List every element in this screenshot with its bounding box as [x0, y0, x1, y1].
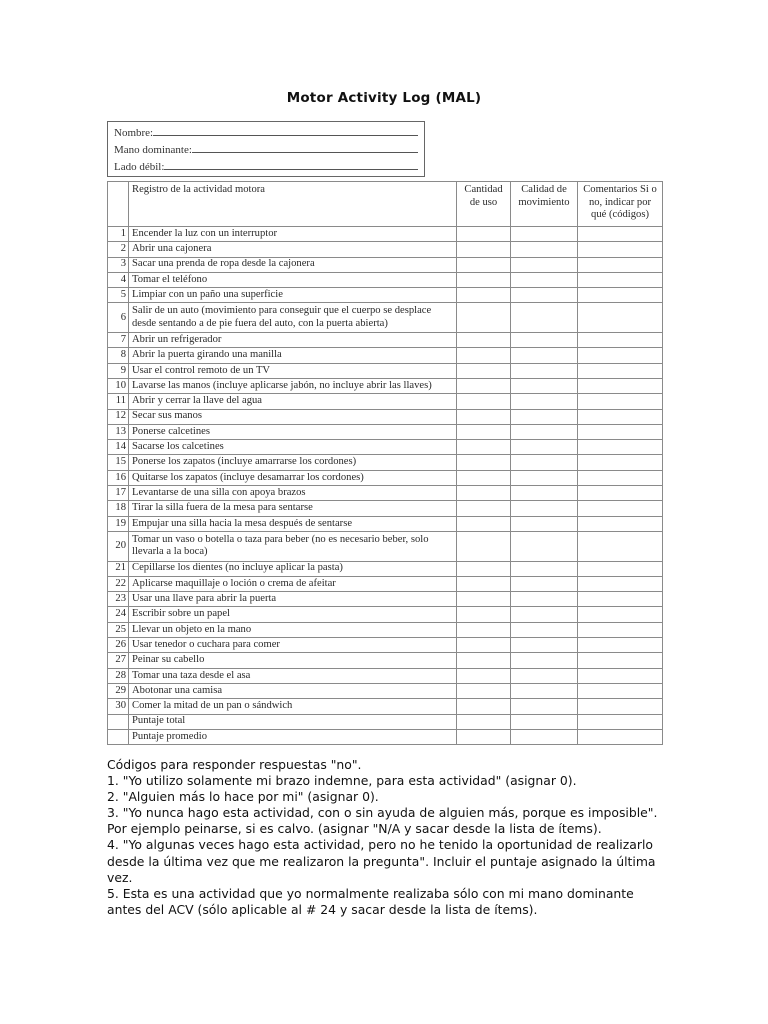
comments-cell[interactable]	[578, 470, 663, 485]
row-number: 3	[108, 257, 129, 272]
activity-label: Cepillarse los dientes (no incluye aplicar la pasta)	[129, 561, 457, 576]
amount-cell[interactable]	[457, 455, 511, 470]
header-comments: Comentarios Si o no, indicar por qué (códigos)	[578, 182, 663, 227]
activity-label: Empujar una silla hacia la mesa después de sentarse	[129, 516, 457, 531]
comments-cell[interactable]	[578, 653, 663, 668]
amount-cell[interactable]	[457, 638, 511, 653]
amount-cell[interactable]	[457, 257, 511, 272]
comments-cell[interactable]	[578, 531, 663, 561]
activity-label: Comer la mitad de un pan o sándwich	[129, 699, 457, 714]
amount-cell[interactable]	[457, 363, 511, 378]
table-row	[108, 348, 663, 363]
amount-cell[interactable]	[457, 501, 511, 516]
row-number: 26	[108, 638, 129, 653]
quality-cell[interactable]	[511, 486, 578, 501]
quality-cell[interactable]	[511, 348, 578, 363]
activity-label: Abotonar una camisa	[129, 683, 457, 698]
table-row	[108, 638, 663, 653]
activity-label: Aplicarse maquillaje o loción o crema de afeitar	[129, 576, 457, 591]
quality-cell[interactable]	[511, 531, 578, 561]
row-number: 23	[108, 592, 129, 607]
comments-cell[interactable]	[578, 607, 663, 622]
row-number	[108, 729, 129, 744]
quality-cell[interactable]	[511, 683, 578, 698]
activity-label: Quitarse los zapatos (incluye desamarrar los cordones)	[129, 470, 457, 485]
amount-cell[interactable]	[457, 227, 511, 242]
row-number: 27	[108, 653, 129, 668]
quality-cell[interactable]	[511, 424, 578, 439]
activity-label: Tomar una taza desde el asa	[129, 668, 457, 683]
quality-cell[interactable]	[511, 561, 578, 576]
activity-label: Escribir sobre un papel	[129, 607, 457, 622]
amount-cell[interactable]	[457, 531, 511, 561]
header-amount: Cantidad de uso	[457, 182, 511, 227]
activity-label: Usar tenedor o cuchara para comer	[129, 638, 457, 653]
code-item: 1. "Yo utilizo solamente mi brazo indemne, para esta actividad" (asignar 0).	[107, 773, 577, 789]
quality-cell[interactable]	[511, 272, 578, 287]
amount-cell[interactable]	[457, 348, 511, 363]
table-row	[108, 516, 663, 531]
amount-cell[interactable]	[457, 288, 511, 303]
comments-cell[interactable]	[578, 440, 663, 455]
quality-cell[interactable]	[511, 455, 578, 470]
row-number: 21	[108, 561, 129, 576]
page-title: Motor Activity Log (MAL)	[286, 90, 482, 106]
quality-cell[interactable]	[511, 638, 578, 653]
activity-label: Usar el control remoto de un TV	[129, 363, 457, 378]
table-row	[108, 576, 663, 591]
weak-side-label: Lado débil:	[114, 161, 165, 173]
table-row	[108, 440, 663, 455]
activity-label: Levantarse de una silla con apoya brazos	[129, 486, 457, 501]
comments-cell[interactable]	[578, 227, 663, 242]
comments-cell[interactable]	[578, 638, 663, 653]
table-row	[108, 607, 663, 622]
activity-label: Tomar el teléfono	[129, 272, 457, 287]
table-row	[108, 409, 663, 424]
quality-cell[interactable]	[511, 501, 578, 516]
amount-cell[interactable]	[457, 576, 511, 591]
activity-label: Limpiar con un paño una superficie	[129, 288, 457, 303]
amount-cell[interactable]	[457, 470, 511, 485]
comments-cell[interactable]	[578, 242, 663, 257]
activity-label: Peinar su cabello	[129, 653, 457, 668]
comments-cell[interactable]	[578, 333, 663, 348]
quality-cell[interactable]	[511, 607, 578, 622]
table-row	[108, 242, 663, 257]
table-row	[108, 455, 663, 470]
amount-cell[interactable]	[457, 516, 511, 531]
table-row	[108, 683, 663, 698]
table-row	[108, 714, 663, 729]
amount-cell[interactable]	[457, 668, 511, 683]
amount-cell[interactable]	[457, 561, 511, 576]
table-row	[108, 653, 663, 668]
comments-cell[interactable]	[578, 576, 663, 591]
quality-cell[interactable]	[511, 714, 578, 729]
activity-label: Abrir y cerrar la llave del agua	[129, 394, 457, 409]
table-row	[108, 699, 663, 714]
quality-cell[interactable]	[511, 378, 578, 393]
activity-label: Lavarse las manos (incluye aplicarse jabón, no incluye abrir las llaves)	[129, 378, 457, 393]
activity-label: Tirar la silla fuera de la mesa para sentarse	[129, 501, 457, 516]
row-number: 7	[108, 333, 129, 348]
quality-cell[interactable]	[511, 440, 578, 455]
comments-cell[interactable]	[578, 288, 663, 303]
row-number: 11	[108, 394, 129, 409]
quality-cell[interactable]	[511, 516, 578, 531]
activity-label: Abrir la puerta girando una manilla	[129, 348, 457, 363]
quality-cell[interactable]	[511, 576, 578, 591]
amount-cell[interactable]	[457, 607, 511, 622]
quality-cell[interactable]	[511, 363, 578, 378]
table-row	[108, 424, 663, 439]
amount-cell[interactable]	[457, 653, 511, 668]
table-row	[108, 257, 663, 272]
activity-label: Sacar una prenda de ropa desde la cajonera	[129, 257, 457, 272]
amount-cell[interactable]	[457, 424, 511, 439]
activity-label: Abrir un refrigerador	[129, 333, 457, 348]
code-item: 5. Esta es una actividad que yo normalmente realizaba sólo con mi mano dominante antes del ACV (sólo aplicable al # 24 y sacar desde la lista de ítems).	[107, 885, 634, 917]
table-row	[108, 303, 663, 333]
amount-cell[interactable]	[457, 683, 511, 698]
name-field[interactable]	[108, 122, 424, 139]
amount-cell[interactable]	[457, 272, 511, 287]
comments-cell[interactable]	[578, 409, 663, 424]
row-number: 18	[108, 501, 129, 516]
amount-cell[interactable]	[457, 303, 511, 333]
amount-cell[interactable]	[457, 714, 511, 729]
amount-cell[interactable]	[457, 486, 511, 501]
row-number: 14	[108, 440, 129, 455]
table-row	[108, 531, 663, 561]
name-label: Nombre:	[114, 127, 154, 139]
comments-cell[interactable]	[578, 303, 663, 333]
activity-label: Ponerse los zapatos (incluye amarrarse los cordones)	[129, 455, 457, 470]
row-number: 13	[108, 424, 129, 439]
comments-cell[interactable]	[578, 592, 663, 607]
row-number: 29	[108, 683, 129, 698]
table-body	[108, 227, 663, 745]
table-row	[108, 272, 663, 287]
weak-side-field[interactable]	[108, 156, 424, 173]
table-row	[108, 470, 663, 485]
quality-cell[interactable]	[511, 227, 578, 242]
code-item: 4. "Yo algunas veces hago esta actividad, pero no he tenido la oportunidad de realizarlo desde la última vez que me realizaron la pregunta". Incluir el puntaje asignado la última vez.	[107, 837, 656, 885]
row-number: 24	[108, 607, 129, 622]
amount-cell[interactable]	[457, 699, 511, 714]
row-number: 4	[108, 272, 129, 287]
comments-cell[interactable]	[578, 729, 663, 744]
comments-cell[interactable]	[578, 363, 663, 378]
row-number	[108, 714, 129, 729]
activity-label: Abrir una cajonera	[129, 242, 457, 257]
comments-cell[interactable]	[578, 348, 663, 363]
comments-cell[interactable]	[578, 516, 663, 531]
amount-cell[interactable]	[457, 440, 511, 455]
quality-cell[interactable]	[511, 668, 578, 683]
activity-label: Tomar un vaso o botella o taza para beber (no es necesario beber, solo llevarla a la boca)	[129, 531, 457, 561]
activity-label: Sacarse los calcetines	[129, 440, 457, 455]
row-number: 28	[108, 668, 129, 683]
quality-cell[interactable]	[511, 409, 578, 424]
dominant-hand-label: Mano dominante:	[114, 144, 192, 156]
header-quality: Calidad de movimiento	[511, 182, 578, 227]
row-number: 20	[108, 531, 129, 561]
quality-cell[interactable]	[511, 257, 578, 272]
quality-cell[interactable]	[511, 470, 578, 485]
table-row	[108, 394, 663, 409]
comments-cell[interactable]	[578, 272, 663, 287]
table-row	[108, 333, 663, 348]
table-row	[108, 622, 663, 637]
activity-label: Ponerse calcetines	[129, 424, 457, 439]
quality-cell[interactable]	[511, 729, 578, 744]
activity-label: Encender la luz con un interruptor	[129, 227, 457, 242]
quality-cell[interactable]	[511, 242, 578, 257]
table-row	[108, 561, 663, 576]
activity-label: Puntaje total	[129, 714, 457, 729]
row-number: 9	[108, 363, 129, 378]
code-item: 2. "Alguien más lo hace por mi" (asignar 0).	[107, 789, 379, 805]
table-row	[108, 486, 663, 501]
comments-cell[interactable]	[578, 486, 663, 501]
activity-label: Salir de un auto (movimiento para conseguir que el cuerpo se desplace desde sentando a de pie fuera del auto, con la puerta abierta)	[129, 303, 457, 333]
amount-cell[interactable]	[457, 729, 511, 744]
row-number: 19	[108, 516, 129, 531]
table-row	[108, 378, 663, 393]
row-number: 2	[108, 242, 129, 257]
comments-cell[interactable]	[578, 668, 663, 683]
quality-cell[interactable]	[511, 653, 578, 668]
amount-cell[interactable]	[457, 394, 511, 409]
activity-label: Llevar un objeto en la mano	[129, 622, 457, 637]
response-codes	[107, 757, 667, 918]
patient-id-box	[107, 121, 425, 177]
row-number: 16	[108, 470, 129, 485]
header-activity: Registro de la actividad motora	[129, 182, 457, 227]
comments-cell[interactable]	[578, 378, 663, 393]
comments-cell[interactable]	[578, 455, 663, 470]
table-row	[108, 668, 663, 683]
comments-cell[interactable]	[578, 424, 663, 439]
row-number: 30	[108, 699, 129, 714]
comments-cell[interactable]	[578, 622, 663, 637]
table-row	[108, 501, 663, 516]
quality-cell[interactable]	[511, 699, 578, 714]
quality-cell[interactable]	[511, 592, 578, 607]
comments-cell[interactable]	[578, 714, 663, 729]
table-row	[108, 227, 663, 242]
row-number: 12	[108, 409, 129, 424]
row-number: 15	[108, 455, 129, 470]
row-number: 6	[108, 303, 129, 333]
quality-cell[interactable]	[511, 394, 578, 409]
activity-label: Usar una llave para abrir la puerta	[129, 592, 457, 607]
comments-cell[interactable]	[578, 683, 663, 698]
amount-cell[interactable]	[457, 333, 511, 348]
amount-cell[interactable]	[457, 622, 511, 637]
codes-heading: Códigos para responder respuestas "no".	[107, 757, 362, 772]
quality-cell[interactable]	[511, 333, 578, 348]
table-row	[108, 363, 663, 378]
dominant-hand-field[interactable]	[108, 139, 424, 156]
motor-activity-table	[107, 181, 663, 745]
amount-cell[interactable]	[457, 378, 511, 393]
row-number: 8	[108, 348, 129, 363]
table-row	[108, 288, 663, 303]
row-number: 22	[108, 576, 129, 591]
comments-cell[interactable]	[578, 501, 663, 516]
row-number: 5	[108, 288, 129, 303]
comments-cell[interactable]	[578, 699, 663, 714]
code-item: 3. "Yo nunca hago esta actividad, con o sin ayuda de alguien más, porque es imposible". Por ejemplo peinarse, si es calvo. (asignar "N/A y sacar desde la lista de ítems).	[107, 805, 658, 837]
row-number: 25	[108, 622, 129, 637]
amount-cell[interactable]	[457, 242, 511, 257]
amount-cell[interactable]	[457, 409, 511, 424]
quality-cell[interactable]	[511, 303, 578, 333]
comments-cell[interactable]	[578, 394, 663, 409]
activity-label: Secar sus manos	[129, 409, 457, 424]
amount-cell[interactable]	[457, 592, 511, 607]
quality-cell[interactable]	[511, 288, 578, 303]
row-number: 10	[108, 378, 129, 393]
comments-cell[interactable]	[578, 561, 663, 576]
quality-cell[interactable]	[511, 622, 578, 637]
activity-label: Puntaje promedio	[129, 729, 457, 744]
table-row	[108, 729, 663, 744]
row-number: 1	[108, 227, 129, 242]
row-number: 17	[108, 486, 129, 501]
comments-cell[interactable]	[578, 257, 663, 272]
table-row	[108, 592, 663, 607]
